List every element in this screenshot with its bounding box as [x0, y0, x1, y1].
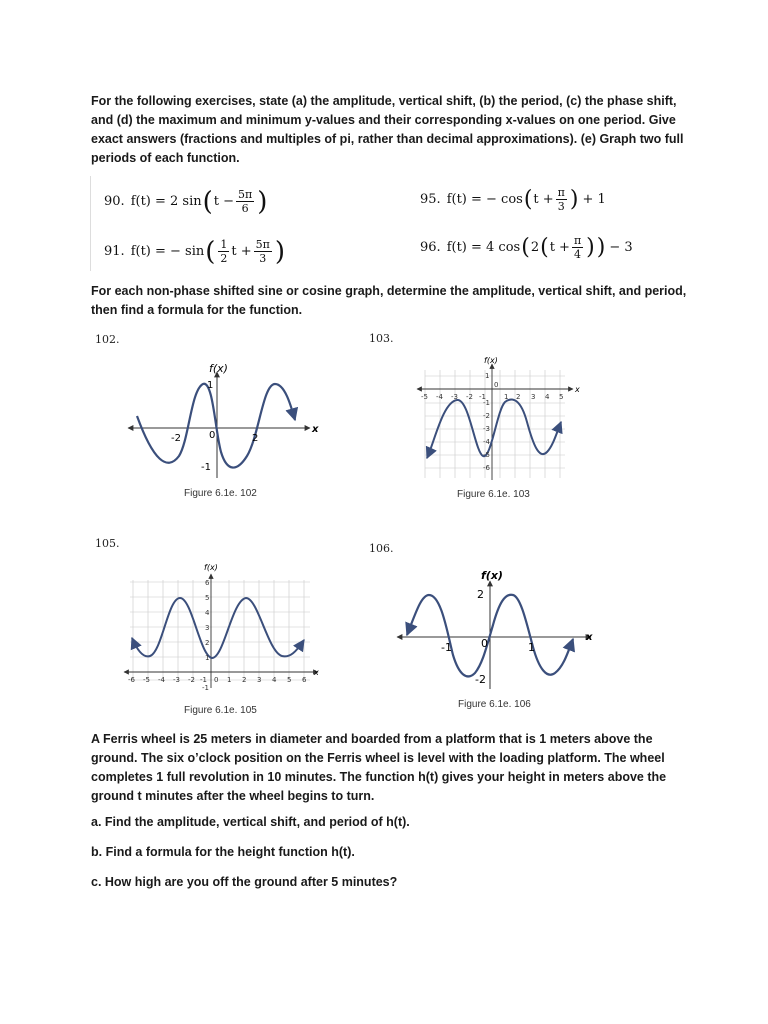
tick-label: 4 — [545, 393, 550, 401]
equation-95: 95. f(t) = − cos ( t + $\frac{\pi}{3}$ ) + 1 — [420, 186, 606, 213]
tick-label: -2 — [171, 433, 181, 444]
tick-label: 6 — [302, 676, 307, 684]
equation-inner: t + — [231, 244, 252, 259]
tick-label: -5 — [143, 676, 150, 684]
tick-label: 5 — [287, 676, 292, 684]
tick-label: -3 — [483, 425, 490, 433]
equation-90: 90. f(t) = 2 sin ( t − $\frac{5\pi}{6}$ ) — [104, 186, 268, 217]
tick-label: -1 — [441, 641, 452, 654]
fraction: $\frac{\pi}{3}$ — [557, 186, 565, 213]
tick-label: 1 — [528, 641, 535, 654]
grid — [130, 580, 310, 682]
figure-103-graph — [413, 352, 583, 482]
tick-label: -4 — [483, 438, 490, 446]
tick-label: 1 — [207, 380, 214, 391]
tick-label: 1 — [227, 676, 232, 684]
tick-label: 1 — [485, 372, 490, 380]
figure-number-102: 102. — [95, 333, 120, 346]
equation-number: 95. — [420, 192, 441, 207]
tick-label: 4 — [205, 609, 210, 617]
tick-label: 0 — [214, 676, 219, 684]
figure-number-106: 106. — [369, 542, 394, 555]
equation-number: 90. — [104, 194, 125, 209]
tick-label: -4 — [158, 676, 165, 684]
tick-label: -2 — [475, 673, 486, 686]
tick-label: 5 — [559, 393, 564, 401]
figure-106-graph — [395, 565, 600, 690]
y-axis-label: f(x) — [481, 569, 503, 582]
tick-label: -5 — [421, 393, 428, 401]
equation-lhs: f(t) = − sin — [130, 244, 205, 259]
tick-label: 2 — [477, 588, 484, 601]
tick-label: 2 — [516, 393, 521, 401]
tick-label: 0 — [494, 381, 499, 389]
fraction: $\frac{\pi}{4}$ — [573, 234, 582, 261]
equation-lhs: f(t) = 4 cos — [446, 240, 521, 255]
equation-91: 91. f(t) = − sin ( $\frac{1}{2}$ t + $\frac{5\pi}{3}$ ) — [104, 236, 286, 267]
tick-label: -1 — [201, 462, 211, 473]
equation-number: 91. — [104, 244, 125, 259]
tick-label: -2 — [188, 676, 195, 684]
x-axis-label: x — [575, 385, 580, 394]
tick-label: -6 — [128, 676, 135, 684]
tick-label: 0 — [481, 637, 488, 650]
tick-label: 3 — [531, 393, 536, 401]
sine-curve — [132, 598, 304, 658]
equation-tail: − 3 — [609, 240, 633, 255]
tick-label: 5 — [205, 594, 210, 602]
x-axis-label: x — [312, 424, 319, 435]
figure-caption-103: Figure 6.1e. 103 — [457, 489, 530, 500]
figure-caption-106: Figure 6.1e. 106 — [458, 699, 531, 710]
tick-label: 1 — [205, 654, 210, 662]
fraction: $\frac{5\pi}{6}$ — [238, 188, 253, 215]
tick-label: 0 — [209, 430, 216, 441]
equation-inner: 2 — [530, 240, 540, 255]
tick-label: 1 — [504, 393, 509, 401]
tick-label: -1 — [483, 399, 490, 407]
sine-curve — [137, 384, 295, 468]
tick-label: -1 — [479, 393, 486, 401]
tick-label: -3 — [173, 676, 180, 684]
tick-label: 3 — [205, 624, 210, 632]
figure-caption-105: Figure 6.1e. 105 — [184, 705, 257, 716]
fraction: $\frac{5\pi}{3}$ — [255, 238, 270, 265]
tick-label: 2 — [252, 433, 259, 444]
x-axis-label: x — [314, 668, 319, 677]
question-c: c. How high are you off the ground after 5 minutes? — [91, 875, 398, 889]
figure-105-graph — [118, 560, 326, 692]
section2-paragraph: For each non-phase shifted sine or cosine graph, determine the amplitude, vertical shift, and period, then find a formula for the function. — [91, 284, 687, 317]
equation-tail: + 1 — [582, 192, 606, 207]
tick-label: -3 — [451, 393, 458, 401]
question-b: b. Find a formula for the height function h(t). — [91, 845, 355, 859]
equation-inner: t − — [213, 194, 235, 209]
equation-inner: t + — [533, 192, 554, 207]
equation-lhs: f(t) = − cos — [446, 192, 523, 207]
equation-number: 96. — [420, 240, 441, 255]
figure-number-105: 105. — [95, 537, 120, 550]
y-axis-label: f(x) — [204, 563, 218, 572]
divider — [90, 176, 91, 271]
equation-lhs: f(t) = 2 sin — [130, 194, 202, 209]
equation-inner: t + — [549, 240, 570, 255]
tick-label: -2 — [483, 412, 490, 420]
tick-label: -1 — [202, 684, 209, 692]
tick-label: -4 — [436, 393, 443, 401]
figure-caption-102: Figure 6.1e. 102 — [184, 488, 257, 499]
tick-label: 4 — [272, 676, 277, 684]
figure-102-graph — [125, 360, 325, 480]
tick-label: -2 — [466, 393, 473, 401]
tick-label: 2 — [242, 676, 247, 684]
equation-96: 96. f(t) = 4 cos ( 2 ( t + $\frac{\pi}{4}$ ) ) − 3 — [420, 234, 633, 261]
tick-label: -6 — [483, 464, 490, 472]
tick-label: 3 — [257, 676, 262, 684]
y-axis-label: f(x) — [484, 356, 498, 365]
intro-paragraph: For the following exercises, state (a) the amplitude, vertical shift, (b) the period, (c) the phase shift, and (d) the maximum and minimum y-values and their corresponding x-values on one period. Give exact answers (fractions and multiples of pi, rather than decimal approximations). (e) Graph two full periods of each function. — [91, 94, 684, 165]
tick-label: -5 — [483, 451, 490, 459]
x-axis-label: x — [586, 632, 593, 643]
tick-label: 6 — [205, 579, 210, 587]
tick-label: 2 — [205, 639, 210, 647]
y-tick-labels — [483, 372, 491, 472]
ferris-wheel-paragraph: A Ferris wheel is 25 meters in diameter and boarded from a platform that is 1 meters above the ground. The six o’clock position on the Ferris wheel is level with the loading platform. The wheel completes 1 full revolution in 10 minutes. The function h(t) gives your height in meters above the ground t minutes after the wheel begins to turn. — [91, 732, 667, 803]
figure-number-103: 103. — [369, 332, 394, 345]
fraction: $\frac{1}{2}$ — [220, 238, 228, 265]
y-axis-label: f(x) — [209, 362, 228, 375]
question-a: a. Find the amplitude, vertical shift, and period of h(t). — [91, 815, 410, 829]
tick-label: -1 — [200, 676, 207, 684]
